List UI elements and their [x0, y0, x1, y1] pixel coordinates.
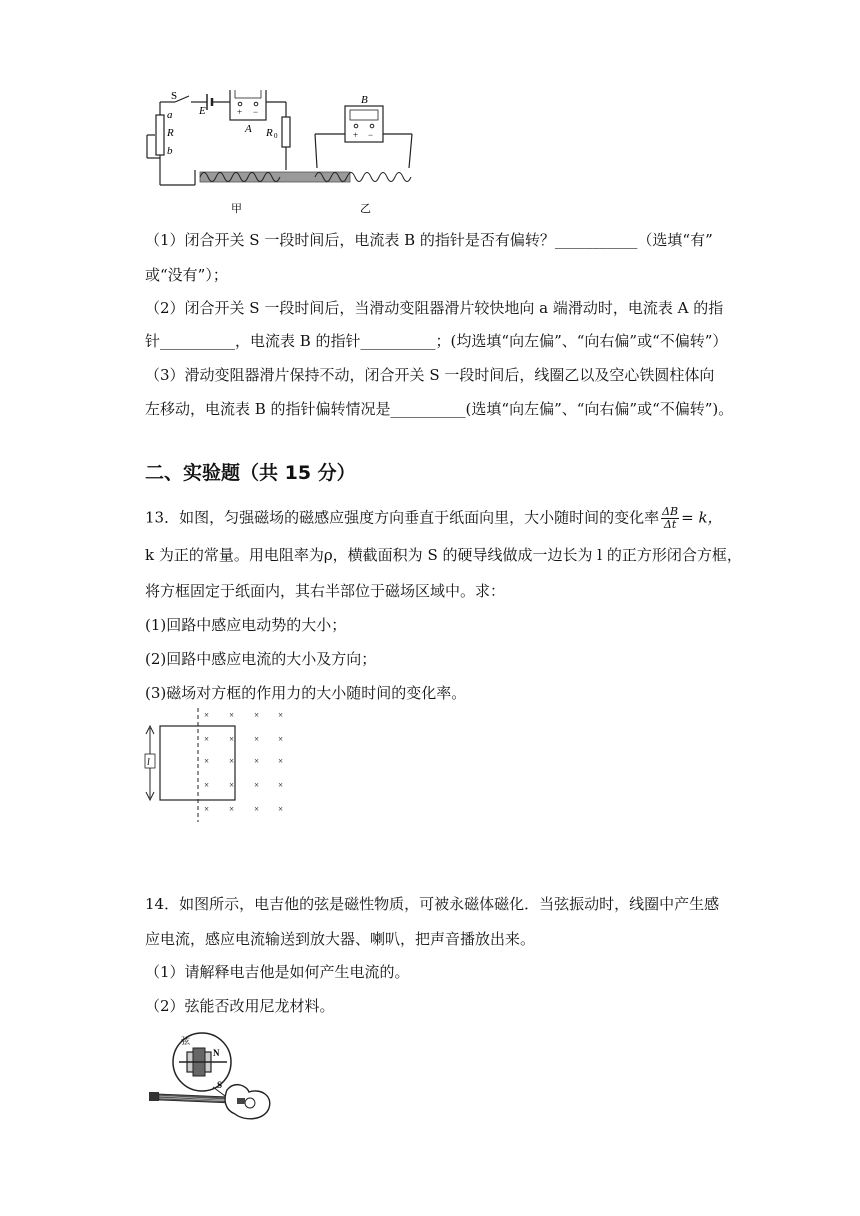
field-cross: ×: [278, 734, 284, 744]
q13-sub2: (2)回路中感应电流的大小及方向；: [145, 650, 377, 668]
label-ammeter-b: B: [361, 94, 368, 106]
resistor-r0: [282, 117, 290, 147]
q14-line2: 应电流，感应电流输送到放大器、喇叭，把声音播放出来。: [145, 930, 536, 948]
section-title: 二、实验题（共 15 分）: [145, 462, 356, 484]
field-cross: ×: [254, 804, 260, 814]
fraction-numerator: ΔB: [662, 505, 679, 518]
q14-sub1: （1）请解释电吉他是如何产生电流的。: [145, 963, 410, 981]
label-r0: R: [266, 127, 273, 139]
magnetic-field-figure: [140, 706, 300, 824]
field-cross: ×: [204, 710, 210, 720]
label-r: R: [167, 127, 174, 139]
label-s: S: [171, 90, 178, 102]
label-jia: 甲: [231, 203, 242, 215]
field-cross: ×: [278, 780, 284, 790]
q12-part2-line2: 针__________，电流表 B 的指针__________；(均选填“向左偏”、“向右偏”或“不偏转”）: [145, 332, 728, 350]
field-cross: ×: [254, 710, 260, 720]
field-cross: ×: [229, 734, 235, 744]
fraction-denominator: Δt: [663, 518, 677, 531]
minus-a: −: [253, 107, 259, 117]
minus-b: −: [368, 130, 374, 140]
field-cross: ×: [229, 756, 235, 766]
q13-line1: [145, 506, 723, 531]
field-cross: ×: [204, 756, 210, 766]
field-cross: ×: [278, 710, 284, 720]
field-cross: ×: [204, 780, 210, 790]
label-ammeter-a: A: [245, 123, 252, 135]
label-yi: 乙: [360, 203, 371, 215]
q12-part1-line1: （1）闭合开关 S 一段时间后，电流表 B 的指针是否有偏转？___________（选填“有”: [145, 231, 713, 249]
q13-line2: k 为正的常量。用电阻率为ρ，横截面积为 S 的硬导线做成一边长为 l 的正方形闭合方框，: [145, 546, 742, 564]
field-cross: ×: [204, 734, 210, 744]
label-r0-sub: 0: [274, 132, 278, 140]
q12-part3-line2: 左移动，电流表 B 的指针偏转情况是__________(选填“向左偏”、“向右偏”或“不偏转”)。: [145, 400, 734, 418]
q13-line1-text: 13．如图，匀强磁场的磁感应强度方向垂直于纸面向里，大小随时间的变化率: [145, 508, 660, 527]
field-cross: ×: [254, 734, 260, 744]
field-cross: ×: [229, 804, 235, 814]
q13-line1-tail: = k，: [681, 508, 723, 527]
ammeter-b: [345, 106, 383, 142]
field-cross: ×: [229, 780, 235, 790]
field-cross: ×: [229, 710, 235, 720]
rheostat: [147, 102, 164, 185]
coil-jia: [200, 172, 350, 182]
plus-a: +: [237, 107, 243, 117]
field-cross: ×: [278, 804, 284, 814]
field-cross: ×: [278, 756, 284, 766]
field-cross: ×: [254, 780, 260, 790]
label-s-pole: S: [217, 1080, 223, 1090]
circuit-figure: [145, 90, 435, 220]
q12-part2-line1: （2）闭合开关 S 一段时间后，当滑动变阻器滑片较快地向 a 端滑动时，电流表 A 的指: [145, 299, 724, 317]
label-a: a: [167, 109, 173, 121]
ammeter-a: [230, 90, 266, 120]
label-e: E: [199, 105, 206, 117]
label-b: b: [167, 145, 173, 157]
field-cross: ×: [204, 804, 210, 814]
q13-line3: 将方框固定于纸面内，其右半部位于磁场区域中。求：: [145, 582, 506, 600]
plus-b: +: [353, 130, 359, 140]
q14-line1: 14．如图所示，电吉他的弦是磁性物质，可被永磁体磁化．当弦振动时，线圈中产生感: [145, 895, 720, 913]
electric-guitar-figure: [145, 1030, 275, 1125]
label-n: N: [213, 1048, 220, 1058]
q13-sub3: (3)磁场对方框的作用力的大小随时间的变化率。: [145, 684, 467, 702]
q12-part1-line2: 或“没有”）；: [145, 266, 228, 284]
q13-sub1: (1)回路中感应电动势的大小；: [145, 616, 347, 634]
field-cross: ×: [254, 756, 260, 766]
label-xian: 弦: [181, 1036, 191, 1046]
rate-fraction: [661, 506, 679, 531]
q14-sub2: （2）弦能否改用尼龙材料。: [145, 997, 335, 1015]
q12-part3-line1: （3）滑动变阻器滑片保持不动，闭合开关 S 一段时间后，线圈乙以及空心铁圆柱体向: [145, 366, 715, 384]
length-label: l: [147, 757, 150, 768]
